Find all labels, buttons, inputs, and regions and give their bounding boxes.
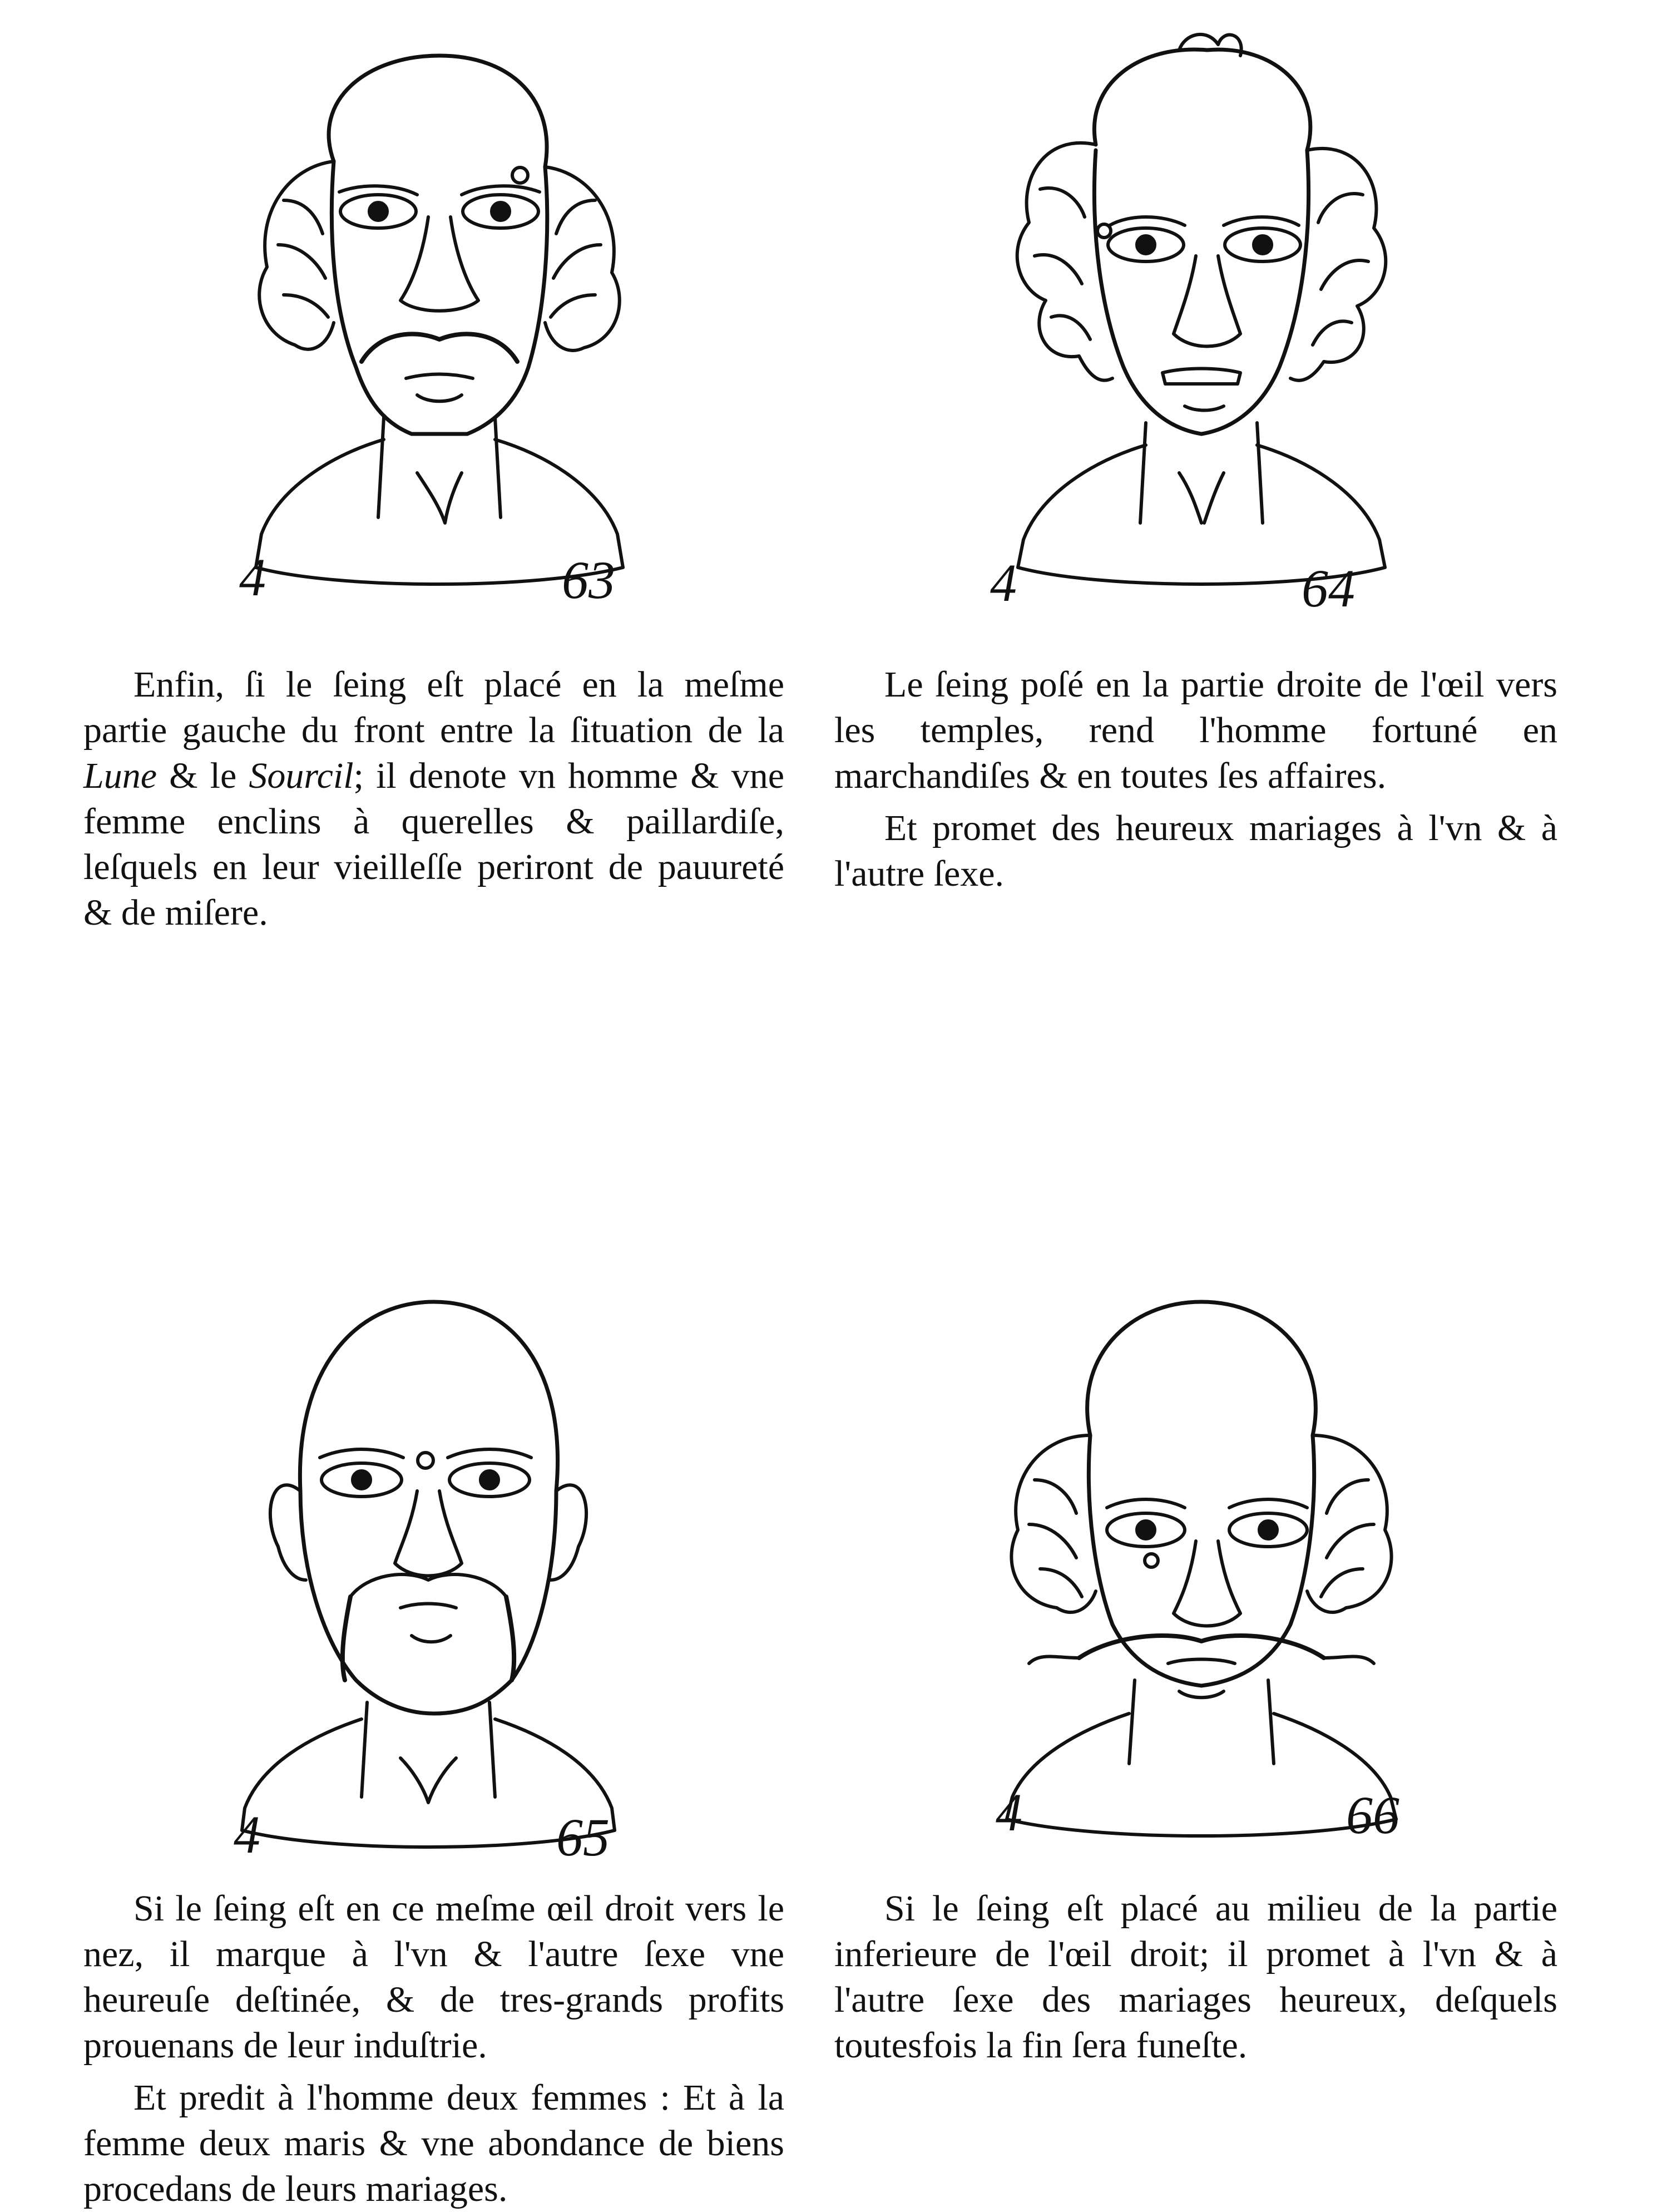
caption-paragraph: Si le ſeing eſt placé au milieu de la partie inferieure de l'œil droit; il promet à l'vn & à l'autre ſexe des mariages heureux, deſquels toutesfois la fin ſera funeſte. xyxy=(834,1888,1557,2066)
portrait-figure-63 xyxy=(200,33,673,623)
portrait-drawing-64 xyxy=(957,22,1429,623)
caption-64 xyxy=(834,662,1557,897)
caption-paragraph: Enfin, ſi le ſeing eſt placé en la meſme partie gauche du front entre la ſituation de la Lune & le Sourcil; il denote vn homme & vne femme enclins à querelles & paillardiſe, leſquels en leur vieilleſſe periront de pauureté & de miſere. xyxy=(83,664,784,933)
mole-mark xyxy=(1145,1554,1158,1567)
caption-paragraph: Et predit à l'homme deux femmes : Et à la femme deux maris & vne abondance de biens procedans de leurs mariages. xyxy=(83,2077,784,2209)
plate-number: 4 xyxy=(996,1783,1022,1842)
term-lune: Lune xyxy=(83,756,157,796)
portrait-figure-64 xyxy=(957,22,1429,623)
portrait-drawing-66 xyxy=(946,1268,1446,1858)
caption-paragraph: Et promet des heureux mariages à l'vn & à l'autre ſexe. xyxy=(834,808,1557,894)
portrait-figure-65 xyxy=(200,1280,656,1869)
figure-number: 66 xyxy=(1346,1785,1399,1845)
portrait-figure-66 xyxy=(946,1268,1446,1858)
plate-number: 4 xyxy=(234,1805,260,1864)
figure-number: 63 xyxy=(562,550,615,610)
caption-paragraph: Le ſeing poſé en la partie droite de l'œil vers les temples, rend l'homme fortuné en marchandiſes & en toutes ſes affaires. xyxy=(834,664,1557,796)
plate-number: 4 xyxy=(239,547,266,607)
term-sourcil: Sourcil xyxy=(249,756,354,796)
caption-66 xyxy=(834,1886,1557,2068)
caption-65 xyxy=(83,1886,784,2212)
figure-number: 64 xyxy=(1302,559,1355,618)
mole-mark xyxy=(418,1453,433,1468)
mole-mark xyxy=(512,167,528,183)
portrait-drawing-65 xyxy=(200,1280,656,1869)
figure-number: 65 xyxy=(556,1808,610,1867)
caption-paragraph: Si le ſeing eſt en ce meſme œil droit vers le nez, il marque à l'vn & l'autre ſexe vne heureuſe deſtinée, & de tres-grands profits prouenans de leur induſtrie. xyxy=(83,1888,784,2066)
caption-63 xyxy=(83,662,784,936)
plate-number: 4 xyxy=(990,553,1017,613)
portrait-drawing-63 xyxy=(200,33,673,623)
mole-mark xyxy=(1097,224,1111,238)
